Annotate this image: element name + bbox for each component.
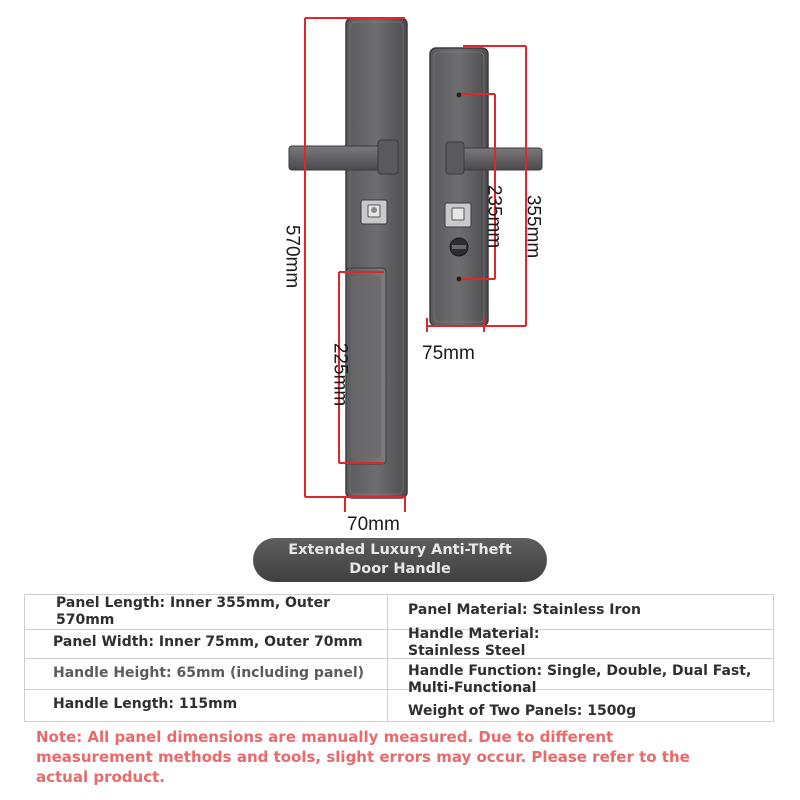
spec-handle-function: Handle Function: Single, Double, Dual Fast, Multi-Functional <box>408 663 752 696</box>
dim-225-label: 225mm <box>329 342 351 407</box>
spec-handle-height: Handle Height: 65mm (including panel) <box>53 665 365 681</box>
spec-handle-material: Handle Material: Stainless Steel <box>408 626 540 659</box>
measurement-lines <box>305 18 526 512</box>
inner-key-cylinder <box>445 203 471 227</box>
spec-weight: Weight of Two Panels: 1500g <box>408 703 637 719</box>
thumb-turn-knob <box>450 238 468 256</box>
outer-pull-grip <box>346 268 386 464</box>
dim-75-label: 75mm <box>422 343 475 364</box>
dim-70-label: 70mm <box>347 514 400 535</box>
spec-panel-length: Panel Length: Inner 355mm, Outer 570mm <box>56 595 330 628</box>
spec-panel-material: Panel Material: Stainless Iron <box>408 602 641 618</box>
dim-235-label: 235mm <box>483 184 505 249</box>
row-divider <box>25 629 773 630</box>
spec-panel-width: Panel Width: Inner 75mm, Outer 70mm <box>53 634 363 650</box>
spec-handle-length: Handle Length: 115mm <box>53 696 238 712</box>
measurement-note: Note: All panel dimensions are manually measured. Due to different measurement methods and tools, slight errors may occur. Please refer to the actual product. <box>36 728 690 786</box>
product-title: Extended Luxury Anti-Theft Door Handle <box>288 542 512 577</box>
product-title-badge <box>253 538 547 582</box>
spec-table <box>24 594 774 722</box>
outer-key-cylinder <box>361 200 387 224</box>
dim-570-label: 570mm <box>281 224 303 289</box>
outer-panel <box>289 18 407 498</box>
row-divider <box>25 658 773 659</box>
dim-355-label: 355mm <box>522 194 544 259</box>
